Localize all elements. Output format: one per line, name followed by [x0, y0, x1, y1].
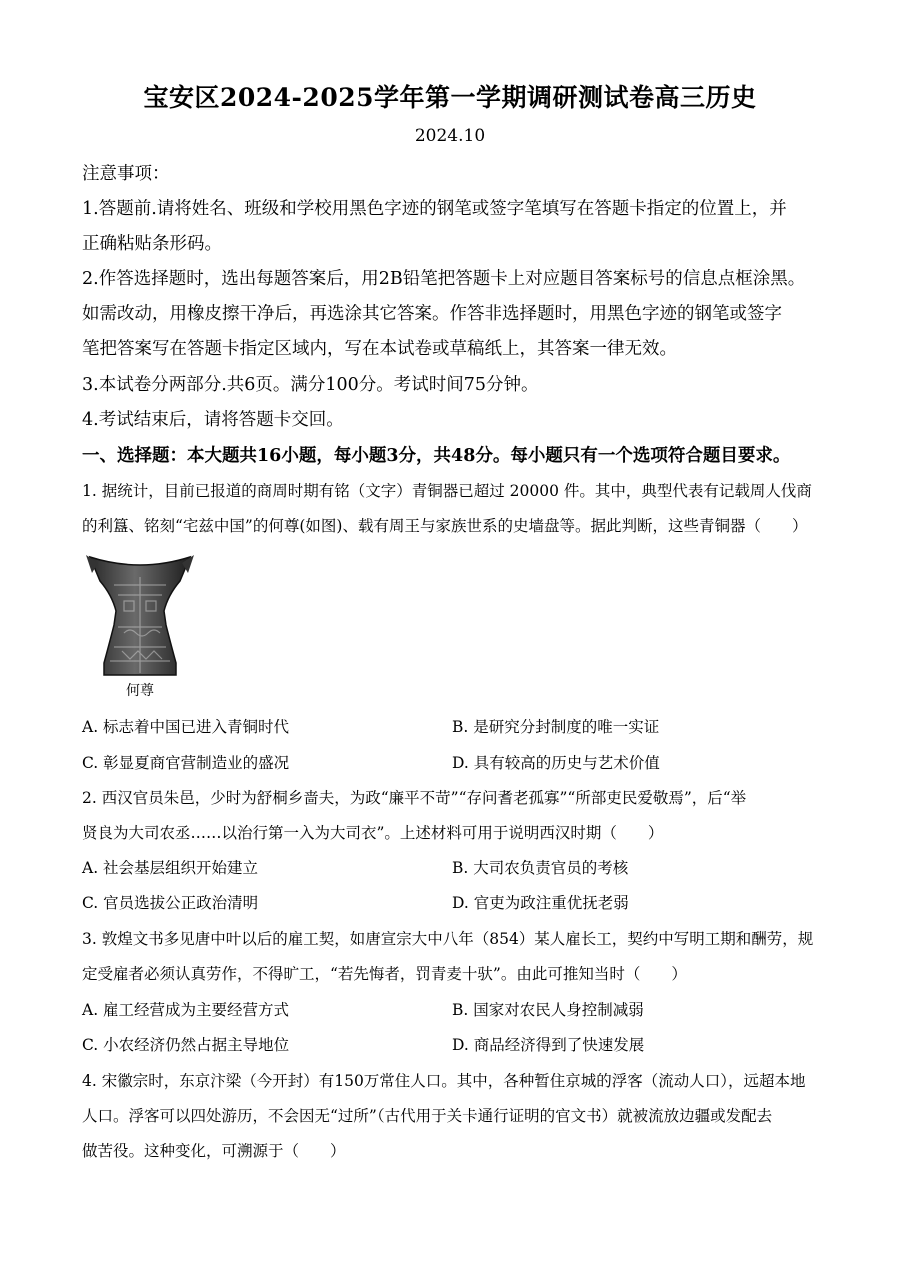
question-4-text: 4. 宋徽宗时，东京汴梁（今开封）有150万常住人口。其中，各种暂住京城的浮客（流动人口），远超本地	[82, 1072, 806, 1090]
question-2-text: 2. 西汉官员朱邑，少时为舒桐乡啬夫，为政“廉平不苛”“存问耆老孤寡”“所部吏民爱敬焉”，后“举	[82, 789, 747, 807]
option-a: A. 雇工经营成为主要经营方式	[82, 1001, 290, 1019]
question-3-text: 定受雇者必须认真劳作，不得旷工，“若先悔者，罚青麦十驮”。由此可推知当时（ ）	[82, 965, 687, 983]
notice-line: 4.考试结束后，请将答题卡交回。	[82, 410, 344, 430]
option-c: C. 小农经济仍然占据主导地位	[82, 1036, 290, 1054]
notice-heading: 注意事项：	[82, 164, 170, 184]
option-c: C. 彰显夏商官营制造业的盛况	[82, 754, 290, 772]
image-caption: 何尊	[126, 683, 154, 699]
notice-line: 3.本试卷分两部分.共6页。满分100分。考试时间75分钟。	[82, 375, 539, 395]
question-2-text: 贤良为大司农丞……以治行第一入为大司衣”。上述材料可用于说明西汉时期（ ）	[82, 824, 664, 842]
option-a: A. 社会基层组织开始建立	[82, 859, 259, 877]
question-3-text: 3. 敦煌文书多见唐中叶以后的雇工契，如唐宣宗大中八年（854）某人雇长工，契约中写明工期和酬劳，规	[82, 930, 814, 948]
option-d: D. 具有较高的历史与艺术价值	[452, 754, 660, 772]
question-1-text: 的利簋、铭刻“宅兹中国”的何尊(如图)、载有周王与家族世系的史墙盘等。据此判断，这些青铜器（ ）	[82, 517, 808, 535]
notice-line: 笔把答案写在答题卡指定区域内，写在本试卷或草稿纸上，其答案一律无效。	[82, 339, 677, 359]
page-title: 宝安区2024-2025学年第一学期调研测试卷高三历史	[143, 83, 757, 112]
exam-date: 2024.10	[414, 126, 486, 146]
notice-line: 1.答题前.请将姓名、班级和学校用黑色字迹的钢笔或签字笔填写在答题卡指定的位置上，并	[82, 199, 787, 219]
option-d: D. 官吏为政注重优抚老弱	[452, 894, 629, 912]
notice-line: 正确粘贴条形码。	[82, 234, 222, 254]
question-1-text: 1. 据统计，目前已报道的商周时期有铭（文字）青铜器已超过 20000 件。其中，典型代表有记载周人伐商	[82, 482, 812, 500]
section-heading: 一、选择题：本大题共16小题，每小题3分，共48分。每小题只有一个选项符合题目要求。	[82, 446, 791, 466]
option-c: C. 官员选拔公正政治清明	[82, 894, 259, 912]
notice-line: 2.作答选择题时，选出每题答案后，用2B铅笔把答题卡上对应题目答案标号的信息点框涂黑。	[82, 269, 806, 289]
option-b: B. 大司农负责官员的考核	[452, 859, 629, 877]
option-b: B. 国家对农民人身控制减弱	[452, 1001, 644, 1019]
he-zun-bronze-vessel-image	[84, 551, 196, 681]
option-a: A. 标志着中国已进入青铜时代	[82, 718, 290, 736]
question-4-text: 人口。浮客可以四处游历，不会因无“过所”（古代用于关卡通行证明的官文书）就被流放边疆或发配去	[82, 1107, 773, 1125]
option-b: B. 是研究分封制度的唯一实证	[452, 718, 660, 736]
notice-line: 如需改动，用橡皮擦干净后，再选涂其它答案。作答非选择题时，用黑色字迹的钢笔或签字	[82, 304, 782, 324]
option-d: D. 商品经济得到了快速发展	[452, 1036, 645, 1054]
question-4-text: 做苦役。这种变化，可溯源于（ ）	[82, 1142, 346, 1160]
